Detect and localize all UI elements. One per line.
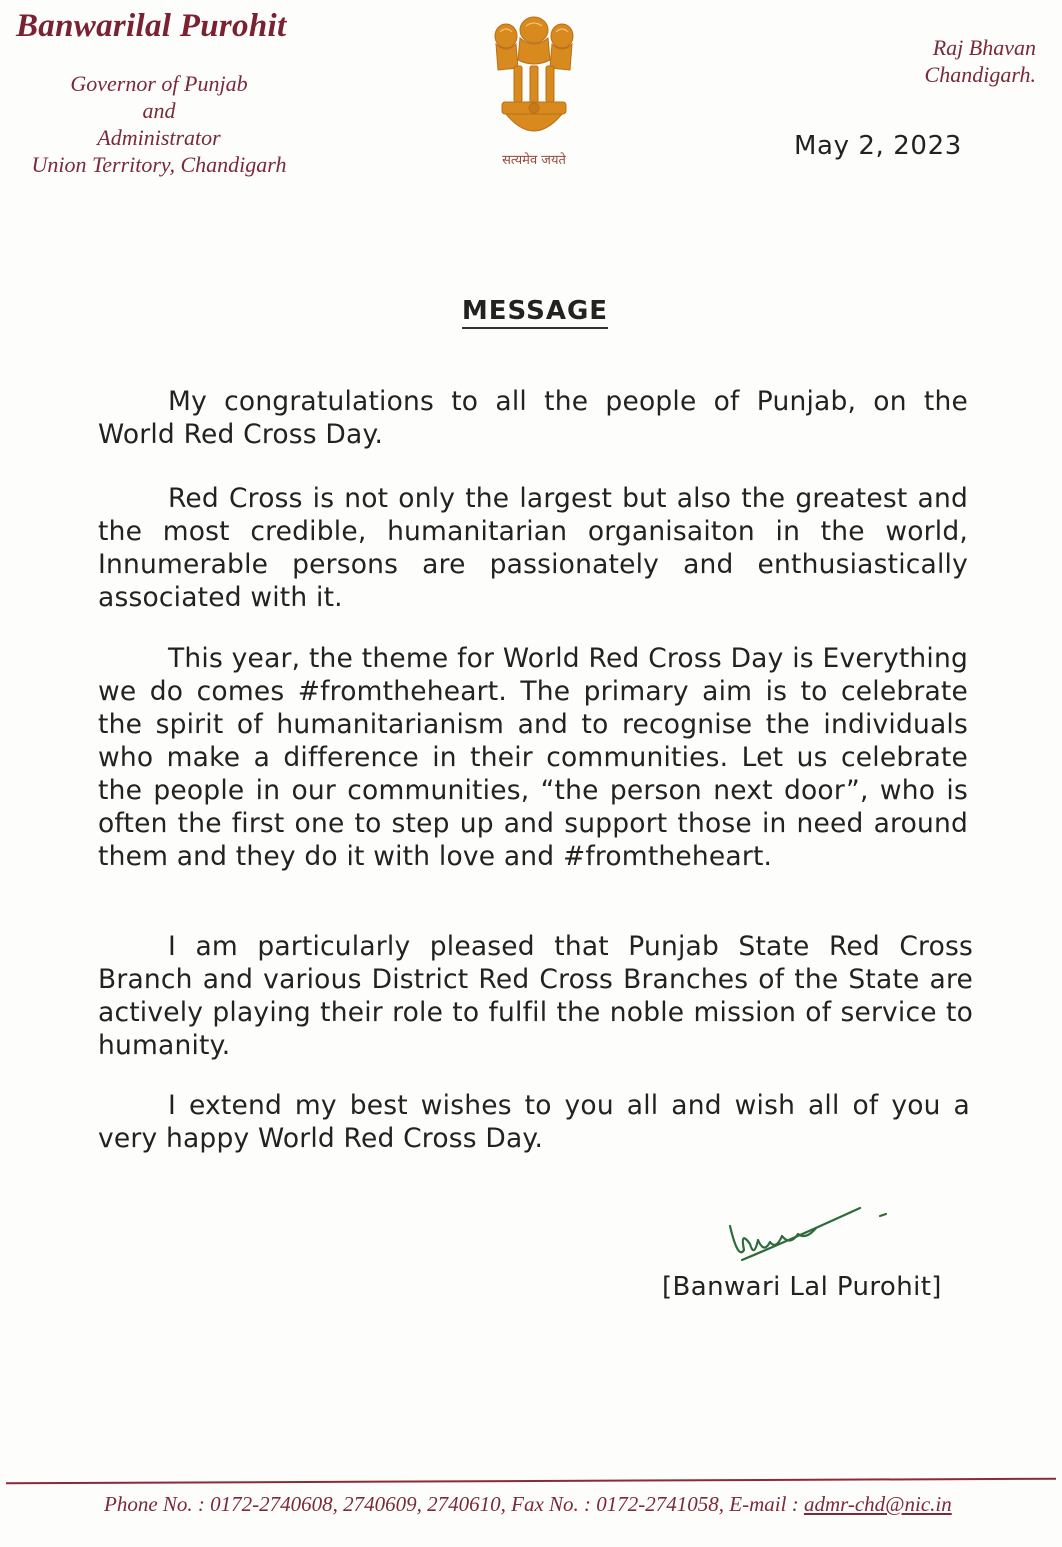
message-paragraph: I extend my best wishes to you all and wish all of you a very happy World Red Cross Day. — [98, 1089, 970, 1154]
message-paragraph: This year, the theme for World Red Cross Day is Everything we do comes #fromtheheart. The primary aim is to celebrate the spirit of humanitarianism and to recognise the individuals who make a difference in their communities. Let us celebrate the people in our communities, “the person next door”, who is often the first one to step up and support those in need around them and they do it with love and #fromtheheart. — [98, 642, 968, 872]
national-emblem-icon — [484, 8, 584, 158]
message-paragraph: I am particularly pleased that Punjab State Red Cross Branch and various District Red Cross Branches of the State are actively playing their role to fulfil the noble mission of service to humanity. — [98, 930, 973, 1061]
footer-contact — [104, 1492, 952, 1517]
letter-date: May 2, 2023 — [794, 131, 962, 161]
emblem-motto: सत्यमेव जयते — [502, 153, 566, 168]
message-title — [0, 296, 1062, 326]
residence-address — [925, 34, 1036, 88]
handwritten-signature — [720, 1200, 900, 1280]
footer-divider — [6, 1478, 1056, 1485]
footer-contact-text: Phone No. : 0172-2740608, 2740609, 2740610, Fax No. : 0172-2741058, E-mail : — [104, 1492, 804, 1516]
message-paragraph: Red Cross is not only the largest but also the greatest and the most credible, humanitarian organisaiton in the world, Innumerable persons are passionately and enthusiastically associated with it. — [98, 482, 968, 613]
residence-line: Raj Bhavan — [932, 35, 1036, 60]
message-paragraph: My congratulations to all the people of Punjab, on the World Red Cross Day. — [98, 385, 968, 450]
sender-title-line: Administrator — [97, 125, 221, 150]
sender-titles — [18, 70, 300, 178]
signatory-name: [Banwari Lal Purohit] — [662, 1272, 942, 1302]
sender-name: Banwarilal Purohit — [16, 8, 287, 44]
residence-line: Chandigarh. — [924, 62, 1036, 87]
sender-title-line: Governor of Punjab — [70, 71, 248, 96]
message-title-text: MESSAGE — [462, 296, 608, 329]
sender-title-line: Union Territory, Chandigarh — [31, 152, 287, 177]
footer-email-link[interactable]: admr-chd@nic.in — [803, 1492, 952, 1516]
sender-title-line: and — [142, 98, 176, 123]
